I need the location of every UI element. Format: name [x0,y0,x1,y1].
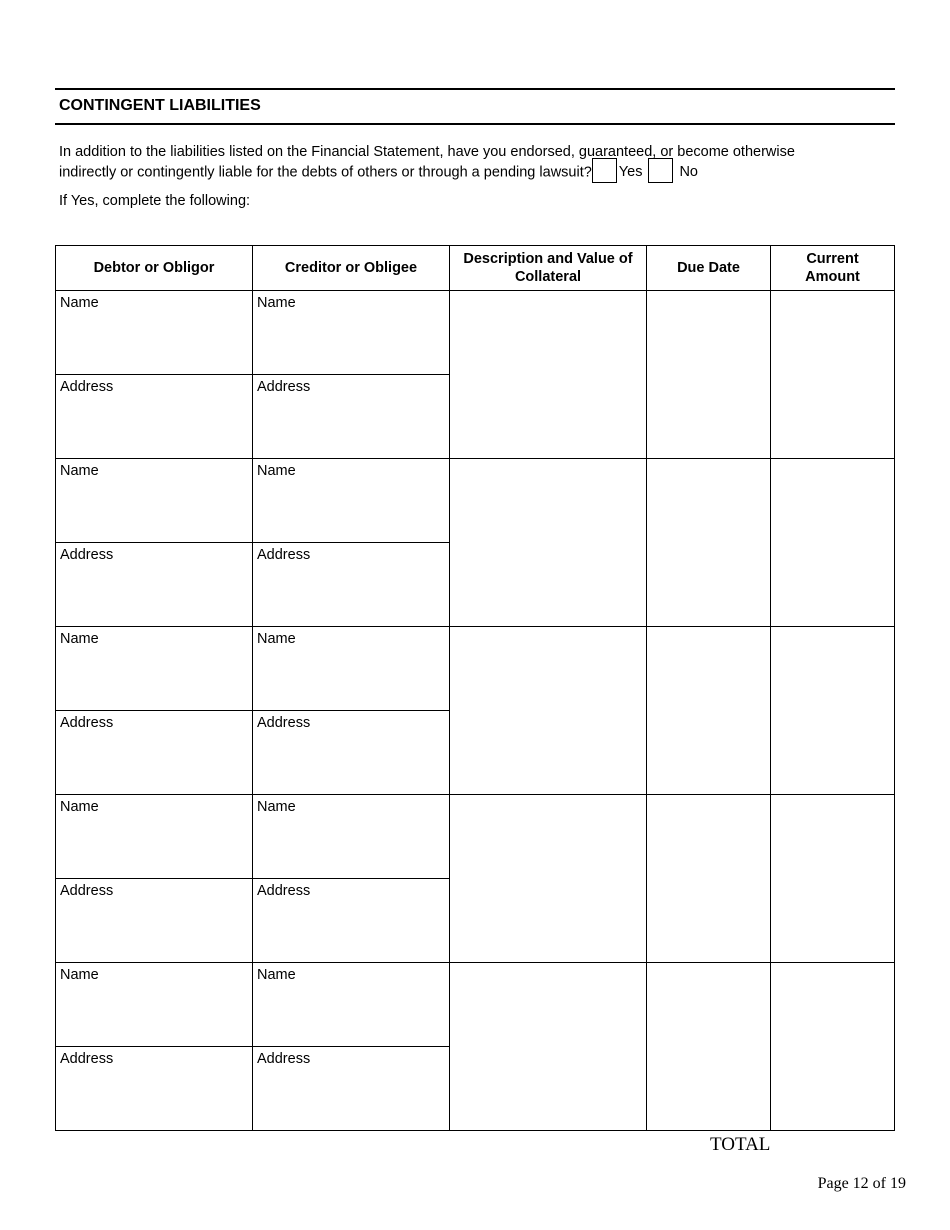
creditor-address-label: Address [257,1051,311,1067]
header-due-date: Due Date [647,246,771,291]
current-amount-field[interactable] [771,795,895,963]
debtor-name-field[interactable] [56,627,253,711]
due-date-field[interactable] [647,795,771,963]
question-line-2-text: indirectly or contingently liable for the debts of others or through a pending lawsuit? [59,164,592,181]
creditor-name-label: Name [257,799,296,815]
collateral-field[interactable] [450,459,647,627]
debtor-address-label: Address [60,715,114,731]
contingent-liabilities-table [55,245,895,1131]
yes-label: Yes [618,164,643,181]
section-header [55,88,895,125]
creditor-name-label: Name [257,463,296,479]
header-debtor: Debtor or Obligor [56,246,253,291]
current-amount-field[interactable] [771,963,895,1131]
collateral-field[interactable] [450,795,647,963]
debtor-name-label: Name [60,967,99,983]
debtor-name-field[interactable] [56,291,253,375]
debtor-address-field[interactable] [56,879,253,963]
due-date-field[interactable] [647,627,771,795]
debtor-name-label: Name [60,295,99,311]
creditor-address-field[interactable] [253,543,450,627]
debtor-address-label: Address [60,1051,114,1067]
creditor-name-label: Name [257,967,296,983]
due-date-field[interactable] [647,963,771,1131]
header-collateral: Description and Value of Collateral [450,246,647,291]
table-row [56,627,895,711]
creditor-name-field[interactable] [253,795,450,879]
total-label: TOTAL [710,1134,771,1155]
creditor-address-label: Address [257,883,311,899]
creditor-name-label: Name [257,631,296,647]
table-row [56,963,895,1047]
creditor-address-field[interactable] [253,1047,450,1131]
creditor-address-label: Address [257,715,311,731]
current-amount-field[interactable] [771,459,895,627]
table-row [56,291,895,375]
debtor-name-field[interactable] [56,795,253,879]
table-header-row [56,246,895,291]
debtor-name-label: Name [60,799,99,815]
debtor-name-label: Name [60,631,99,647]
debtor-name-label: Name [60,463,99,479]
question-line-1: In addition to the liabilities listed on the Financial Statement, have you endorsed, guaranteed, or become otherwise [59,144,795,160]
creditor-address-label: Address [257,547,311,563]
creditor-name-field[interactable] [253,291,450,375]
creditor-address-field[interactable] [253,879,450,963]
creditor-name-label: Name [257,295,296,311]
creditor-name-field[interactable] [253,963,450,1047]
collateral-field[interactable] [450,963,647,1131]
header-current-amount: Current Amount [771,246,895,291]
creditor-address-label: Address [257,379,311,395]
no-label: No [679,164,698,181]
table-row [56,459,895,543]
debtor-name-field[interactable] [56,459,253,543]
header-creditor: Creditor or Obligee [253,246,450,291]
contingent-question [59,142,899,183]
due-date-field[interactable] [647,459,771,627]
creditor-name-field[interactable] [253,627,450,711]
debtor-address-label: Address [60,547,114,563]
creditor-address-field[interactable] [253,711,450,795]
creditor-name-field[interactable] [253,459,450,543]
page-number: Page 12 of 19 [817,1175,906,1192]
yes-checkbox[interactable] [592,158,617,183]
debtor-address-field[interactable] [56,375,253,459]
instruction-text: If Yes, complete the following: [59,193,251,209]
debtor-address-label: Address [60,883,114,899]
section-title: CONTINGENT LIABILITIES [59,97,261,114]
debtor-address-field[interactable] [56,711,253,795]
debtor-address-label: Address [60,379,114,395]
due-date-field[interactable] [647,291,771,459]
collateral-field[interactable] [450,291,647,459]
no-checkbox[interactable] [648,158,673,183]
collateral-field[interactable] [450,627,647,795]
debtor-address-field[interactable] [56,543,253,627]
current-amount-field[interactable] [771,627,895,795]
current-amount-field[interactable] [771,291,895,459]
debtor-name-field[interactable] [56,963,253,1047]
question-line-2 [59,162,899,183]
creditor-address-field[interactable] [253,375,450,459]
table-row [56,795,895,879]
debtor-address-field[interactable] [56,1047,253,1131]
